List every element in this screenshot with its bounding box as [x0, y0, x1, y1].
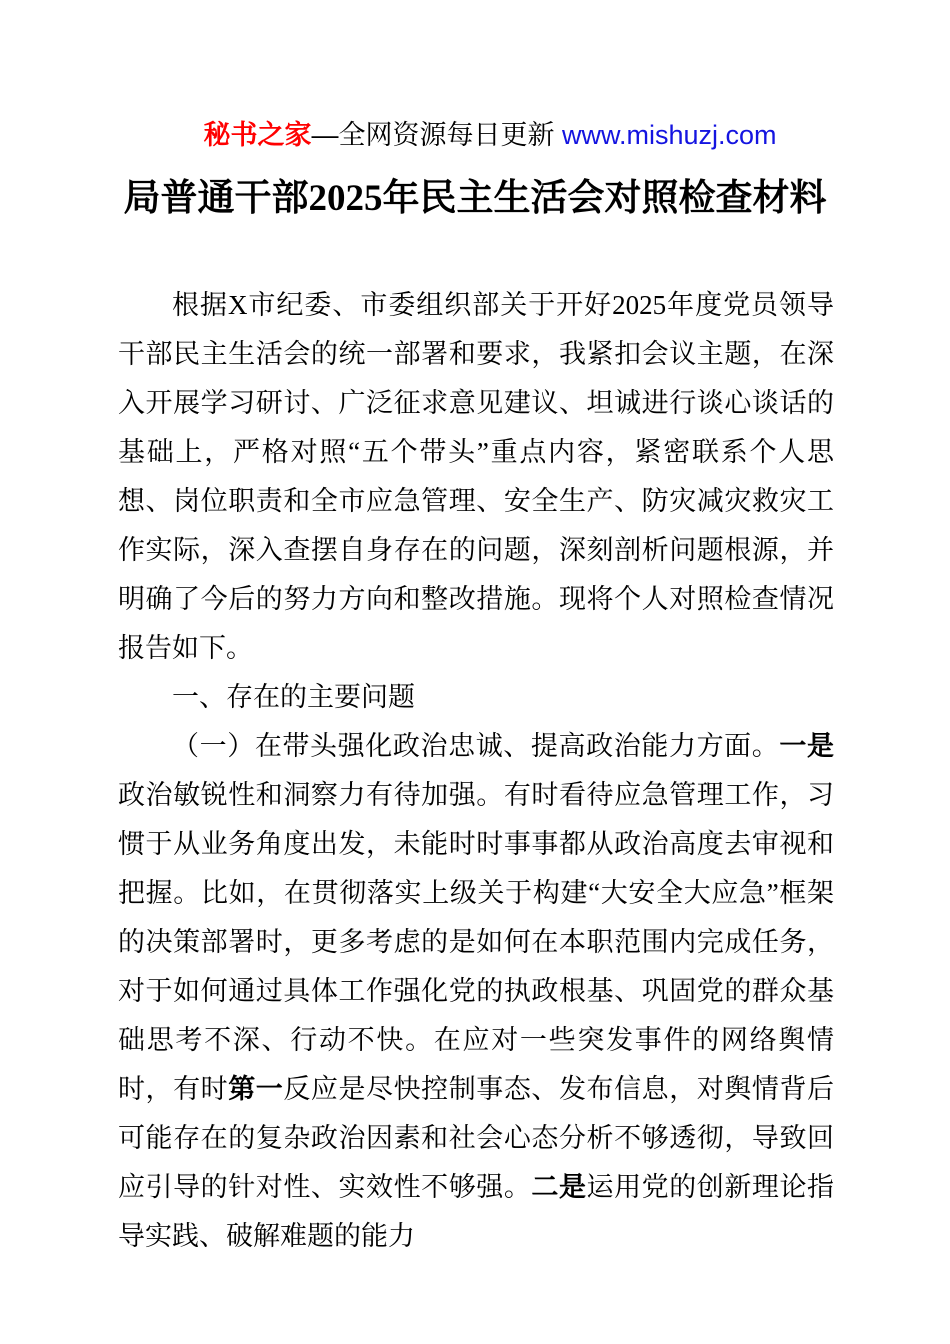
emphasis-text: 一是 [779, 731, 834, 761]
body-text: 运用党的创新理论指导实践、破解难题的能力 [118, 1172, 835, 1251]
document-title: 局普通干部2025年民主生活会对照检查材料 [123, 178, 827, 219]
body-text: （一）在带头强化政治忠诚、提高政治能力方面。 [172, 731, 780, 761]
section-heading [118, 673, 834, 722]
header-tagline: —全网资源每日更新 [311, 120, 562, 150]
subsection-paragraph [118, 722, 834, 1261]
site-header [0, 84, 950, 186]
body-text: 反应是尽快控制事态、发布信息，对舆情背后可能存在的复杂政治因素和社会心态分析不够透彻，导致回应引导的针对性、实效性不够强。 [118, 1074, 835, 1202]
body-text: 政治敏锐性和洞察力有待加强。有时看待应急管理工作，习惯于从业务角度出发，未能时时事事都从政治高度去审视和把握。比如，在贯彻落实上级关于构建“大安全大应急”框架的决策部署时，更多考虑的是如何在本职范围内完成任务，对于如何通过具体工作强化党的执政根基、巩固党的群众基础思考不深、行动不快。在应对一些突发事件的网络舆情时，有时 [118, 780, 834, 1104]
body-text: 根据X市纪委、市委组织部关于开好2025年度党员领导干部民主生活会的统一部署和要求，我紧扣会议主题，在深入开展学习研讨、广泛征求意见建议、坦诚进行谈心谈话的基础上，严格对照“五个带头”重点内容，紧密联系个人思想、岗位职责和全市应急管理、安全生产、防灾减灾救灾工作实际，深入查摆自身存在的问题，深刻剖析问题根源，并明确了今后的努力方向和整改措施。现将个人对照检查情况报告如下。 [118, 290, 834, 663]
site-brand: 秘书之家 [203, 120, 312, 150]
body-text: 一、存在的主要问题 [172, 682, 415, 712]
emphasis-text: 第一 [228, 1074, 284, 1104]
site-url-link[interactable]: www.mishuzj.com [561, 120, 777, 150]
document-body [118, 281, 834, 1261]
intro-paragraph [118, 281, 834, 673]
emphasis-text: 二是 [531, 1172, 587, 1202]
